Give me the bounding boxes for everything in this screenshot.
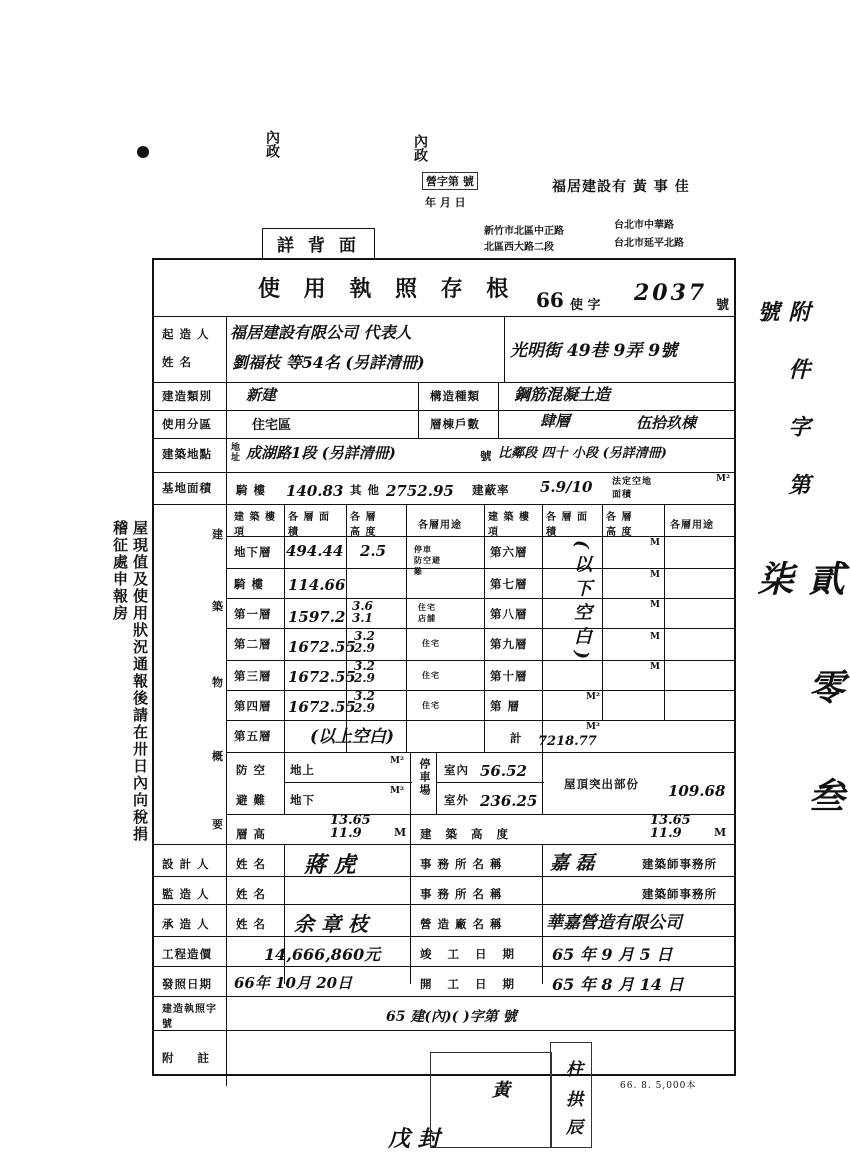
floor-r-3-name: 第九層 — [490, 637, 528, 651]
floor-l-4-name: 第三層 — [234, 669, 272, 683]
issue-label: 發照日期 — [162, 977, 212, 991]
floors-value: 肆層 — [540, 412, 571, 430]
floor-l-2-height: 3.6 3.1 — [352, 599, 373, 625]
address-line-1: 新竹市北區中正路 — [484, 226, 564, 237]
total-value: 7218.77 — [538, 734, 597, 749]
number-value: 2037 — [634, 280, 708, 306]
designer-name-label: 姓 名 — [236, 857, 267, 871]
head-item-r: 建 築 樓 項 — [488, 512, 530, 538]
floor-height-unit: M — [394, 826, 407, 839]
roof-value: 109.68 — [668, 782, 726, 800]
head-height-r: 各 層 高 度 — [606, 512, 633, 538]
floor-l-0-height: 2.5 — [360, 542, 387, 560]
floor-l-4-height: 3.2 2.9 — [354, 659, 375, 685]
seal-char-4: 辰 — [562, 1118, 582, 1137]
zone-label: 使用分區 — [162, 417, 212, 431]
number-word: 使 字 — [570, 298, 601, 313]
number-suffix: 號 — [716, 298, 730, 313]
class-label: 建造類別 — [162, 389, 212, 403]
floor-r-4-name: 第十層 — [490, 669, 528, 683]
applicant-label: 起 造 人 — [162, 327, 210, 341]
center-mark: 內政 — [412, 134, 428, 162]
contractor-name-label: 姓 名 — [236, 917, 267, 931]
seal-char-1: 黃 — [489, 1080, 510, 1100]
start-value: 65 年 9 月 5 日 — [552, 945, 673, 964]
bldg-height-unit: M — [714, 826, 727, 839]
indoor-label: 室內 — [444, 763, 469, 777]
designer-office-label: 事 務 所 名 稱 — [420, 857, 503, 871]
permit-form — [152, 258, 736, 1091]
punch-hole — [137, 146, 149, 158]
floor-l-3-name: 第二層 — [234, 637, 272, 651]
roof-label: 屋頂突出部份 — [564, 777, 639, 791]
floor-l-2-name: 第一層 — [234, 607, 272, 621]
shelter-sub: 避 難 — [236, 793, 267, 807]
bldg-mark-4: 概 — [212, 750, 223, 763]
unit-m-2: M — [650, 570, 660, 580]
factory-label: 營 造 廠 名 稱 — [420, 917, 503, 931]
site-sub: 地址 — [229, 442, 239, 462]
floor-height-value: 13.65 11.9 — [330, 813, 371, 841]
area-unit: M² — [716, 474, 730, 484]
unit-m-3: M — [650, 600, 660, 610]
indoor-value: 56.52 — [480, 762, 527, 780]
permit-label: 建造執照字號 — [162, 1004, 217, 1030]
floor-l-3-use: 住宅 — [422, 638, 440, 648]
address-line-2: 北區西大路二段 — [484, 242, 554, 253]
other-value: 2752.95 — [386, 482, 454, 500]
head-height: 各 層 高 度 — [350, 512, 377, 538]
bldg-mark-3: 物 — [212, 676, 223, 689]
left-vertical-note: 屋現值及使用狀況通報後請在卅日內向稅捐稽征處申報房 — [111, 520, 149, 843]
head-area-r: 各 層 面 積 — [546, 512, 588, 538]
floor-l-6-area: (以上空白) — [310, 727, 395, 747]
outdoor-label: 室外 — [444, 793, 469, 807]
address-right-2: 台北市延平北路 — [614, 238, 684, 249]
units-value: 伍拾玖棟 — [636, 414, 697, 432]
arcade-label: 騎 樓 — [236, 483, 267, 497]
detail-box: 詳 背 面 — [262, 228, 375, 259]
start-label: 竣 工 日 期 — [420, 947, 521, 961]
note-label: 附 註 — [162, 1051, 220, 1065]
supervisor-label: 監 造 人 — [162, 887, 210, 901]
class-value: 新建 — [246, 386, 277, 404]
floor-r-5-name: 第 層 — [490, 699, 521, 713]
form-title: 使 用 執 照 存 根 — [258, 276, 517, 302]
floor-l-1-area: 114.66 — [288, 576, 346, 594]
floor-l-5-name: 第四層 — [234, 699, 272, 713]
address-value: 光明街 49巷 9弄 9號 — [510, 341, 678, 361]
floor-l-1-name: 騎 樓 — [234, 577, 265, 591]
name-label: 姓 名 — [162, 355, 193, 369]
floor-l-5-use: 住宅 — [422, 700, 440, 710]
open-label: 開 工 日 期 — [420, 977, 521, 991]
site-label: 建築地點 — [162, 447, 212, 461]
head-area: 各 層 面 積 — [288, 512, 330, 538]
lot-value: 比鄰段 四十 小段 (另詳清冊) — [498, 446, 667, 461]
under-label: 地下 — [290, 793, 315, 807]
supervisor-arch: 建築師事務所 — [642, 887, 717, 901]
unit-m2-6: M² — [586, 692, 600, 702]
head-use: 各層用途 — [418, 520, 462, 531]
floor-r-1-name: 第七層 — [490, 577, 528, 591]
ref-stamp: 營字第 號 — [422, 172, 478, 190]
arcade-value: 140.83 — [286, 482, 344, 500]
bldg-mark-5: 要 — [212, 818, 223, 831]
legal-label: 法定空地面積 — [612, 477, 653, 500]
floor-l-3-height: 3.2 2.9 — [354, 629, 375, 655]
floor-r-6-name: 計 — [510, 731, 523, 745]
name-value: 劉福枝 等54名 (另詳清冊) — [232, 353, 425, 372]
coverage-value: 5.9/10 — [540, 478, 593, 496]
floor-r-2-name: 第八層 — [490, 607, 528, 621]
supervisor-name-label: 姓 名 — [236, 887, 267, 901]
designer-label: 設 計 人 — [162, 857, 210, 871]
bldg-mark-2: 築 — [212, 600, 223, 613]
header-title: 福居建設有 黃 事 佳 — [552, 179, 690, 195]
right-vertical: 附 件 字 第 號 — [754, 300, 811, 509]
contractor-name: 余 章 枝 — [294, 912, 368, 936]
floor-l-3-area: 1672.55 — [288, 638, 356, 656]
address-right-1: 台北市中華路 — [614, 220, 674, 231]
struct-label: 構造種類 — [430, 389, 480, 403]
shelter-label: 防 空 — [236, 763, 267, 777]
designer-name: 蔣 虎 — [304, 852, 356, 878]
designer-office: 嘉 磊 — [550, 852, 595, 874]
number-prefix: 66 — [536, 288, 564, 312]
ground-label: 地上 — [290, 763, 315, 777]
floor-l-5-area: 1672.55 — [288, 698, 356, 716]
contractor-label: 承 造 人 — [162, 917, 210, 931]
floor-l-2-area: 1597.2 — [288, 608, 346, 626]
bldg-height-value: 13.65 11.9 — [650, 813, 691, 841]
open-value: 65 年 8 月 14 日 — [552, 975, 684, 994]
seal-left — [430, 1052, 552, 1148]
floor-height-label: 層 高 — [236, 827, 267, 841]
unit-m-4: M — [650, 632, 660, 642]
unit-m-5: M — [650, 662, 660, 672]
applicant-value: 福居建設有限公司 代表人 — [230, 323, 412, 342]
signature: 戊 封 — [388, 1126, 440, 1152]
area-label: 基地面積 — [162, 481, 212, 495]
floor-l-0-name: 地下層 — [234, 545, 272, 559]
shelter-unit-2: M² — [390, 786, 404, 796]
head-item: 建 築 樓 項 — [234, 512, 276, 538]
issue-value: 66年 10月 20日 — [234, 974, 353, 992]
unit-m-1: M — [650, 538, 660, 548]
floors-label: 層棟戶數 — [430, 417, 480, 431]
supervisor-office-label: 事 務 所 名 稱 — [420, 887, 503, 901]
head-use-r: 各層用途 — [670, 520, 714, 531]
struct-value: 鋼筋混凝土造 — [514, 385, 611, 404]
floor-l-4-area: 1672.55 — [288, 668, 356, 686]
bldg-mark-1: 建 — [212, 528, 223, 541]
floor-l-6-name: 第五層 — [234, 729, 272, 743]
site-value: 成湖路1段 (另詳清冊) — [246, 444, 396, 462]
print-note: 66. 8. 5,000本 — [620, 1081, 697, 1091]
cost-label: 工程造價 — [162, 947, 212, 961]
floor-l-2-use: 住宅 店舖 — [418, 602, 436, 623]
coverage-label: 建蔽率 — [472, 483, 510, 497]
shelter-unit-1: M² — [390, 756, 404, 766]
left-mark: 內政 — [264, 130, 280, 158]
zone-value: 住宅區 — [252, 418, 292, 433]
parking-label: 停車場 — [418, 758, 431, 797]
bldg-height-label: 建 築 高 度 — [420, 827, 514, 841]
floor-l-5-height: 3.2 2.9 — [354, 689, 375, 715]
ref-date: 年 月 日 — [425, 196, 466, 209]
floor-l-0-use: 停車 防空避難 — [414, 544, 441, 576]
floor-r-0-name: 第六層 — [490, 545, 528, 559]
right-big-number: 貳 零 叁 柒 — [752, 560, 845, 844]
floor-l-0-area: 494.44 — [286, 542, 344, 560]
unit-m2-7: M² — [586, 722, 600, 732]
permit-value: 65 建(內)( )字第 號 — [386, 1009, 517, 1025]
seal-char-3: 拱 — [562, 1090, 582, 1109]
outdoor-value: 236.25 — [480, 792, 538, 810]
other-label: 其 他 — [350, 483, 381, 497]
floor-l-4-use: 住宅 — [422, 670, 440, 680]
site-no-label: 號 — [480, 449, 493, 463]
cost-value: 14,666,860元 — [264, 945, 381, 964]
contractor-company: 華嘉營造有限公司 — [546, 913, 682, 933]
seal-char-2: 柱 — [562, 1060, 582, 1079]
blank-note: (以下空白) — [571, 540, 592, 666]
designer-arch: 建築師事務所 — [642, 857, 717, 871]
